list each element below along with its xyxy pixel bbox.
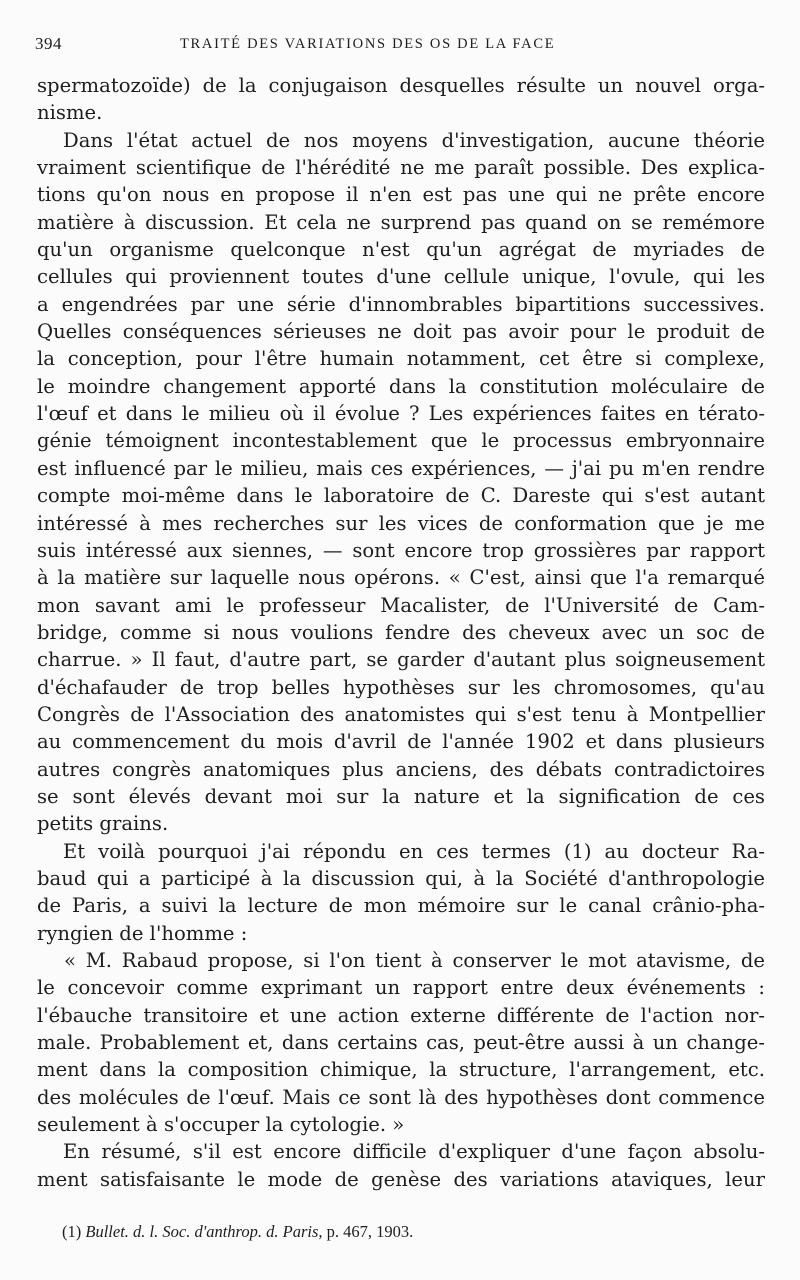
text-line: d'échafauder de trop belles hypothèses sur les chromosomes, qu'au: [37, 675, 765, 699]
text-line: qu'un organisme quelconque n'est qu'un agrégat de myriades de: [37, 238, 765, 262]
text-line: cellules qui proviennent toutes d'une cellule unique, l'ovule, qui les: [37, 265, 765, 289]
quotation-line: le concevoir comme exprimant un rapport entre deux événements :: [37, 976, 765, 1000]
text-line: ment satisfaisante le mode de genèse des variations ataviques, leur: [37, 1167, 765, 1191]
text-line: se sont élevés devant moi sur la nature et la signification de ces: [37, 784, 765, 808]
text-line: bridge, comme si nous voulions fendre des cheveux avec un soc de: [37, 620, 765, 644]
text-line: l'œuf et dans le milieu où il évolue ? Les expériences faites en térato-: [37, 402, 765, 426]
quotation-line: male. Probablement et, dans certains cas, peut-être aussi à un change-: [37, 1031, 765, 1055]
paragraph-first-line: Dans l'état actuel de nos moyens d'investigation, aucune théorie: [63, 128, 765, 152]
footnote: [62, 1222, 413, 1242]
running-title: TRAITÉ DES VARIATIONS DES OS DE LA FACE: [180, 36, 556, 52]
text-line: autres congrès anatomiques plus anciens, des débats contradictoires: [37, 757, 765, 781]
text-line: spermatozoïde) de la conjugaison desquelles résulte un nouvel orga-: [37, 74, 765, 97]
text-line: le moindre changement apporté dans la constitution moléculaire de: [37, 374, 765, 398]
text-line: mon savant ami le professeur Macalister, de l'Université de Cam-: [37, 593, 765, 617]
text-line: vraiment scientifique de l'hérédité ne me paraît possible. Des explica-: [37, 156, 765, 180]
text-line: nisme.: [37, 101, 103, 125]
text-line: est influencé par le milieu, mais ces expériences, — j'ai pu m'en rendre: [37, 456, 765, 480]
text-line: Quelles conséquences sérieuses ne doit pas avoir pour le produit de: [37, 320, 765, 344]
text-line: intéressé à mes recherches sur les vices de conformation que je me: [37, 511, 765, 535]
body-text: [37, 72, 765, 1193]
text-line: tions qu'on nous en propose il n'en est pas une qui ne prête encore: [37, 183, 765, 207]
text-line: la conception, pour l'être humain notamment, cet être si complexe,: [37, 347, 765, 371]
text-line: Congrès de l'Association des anatomistes qui s'est tenu à Montpellier: [37, 702, 765, 726]
quotation-line: seulement à s'occuper la cytologie. »: [37, 1113, 405, 1137]
quotation-line: des molécules de l'œuf. Mais ce sont là des hypothèses dont commence: [37, 1085, 765, 1109]
text-line: baud qui a participé à la discussion qui, à la Société d'anthropologie: [37, 866, 765, 890]
text-line: au commencement du mois d'avril de l'année 1902 et dans plusieurs: [37, 730, 765, 754]
paragraph-first-line: Et voilà pourquoi j'ai répondu en ces termes (1) au docteur Ra-: [63, 839, 765, 863]
paragraph-first-line: En résumé, s'il est encore difficile d'expliquer d'une façon absolu-: [63, 1140, 765, 1164]
footnote-citation-rest: p. 467, 1903.: [326, 1222, 414, 1241]
page-number: 394: [35, 34, 62, 53]
quotation-line: l'ébauche transitoire et une action externe différente de l'action nor-: [37, 1003, 765, 1027]
quotation-line: ment dans la composition chimique, la structure, l'arrangement, etc.: [37, 1058, 765, 1082]
text-line: génie témoignent incontestablement que le processus embryonnaire: [37, 429, 765, 453]
text-line: suis intéressé aux siennes, — sont encore trop grossières par rapport: [37, 538, 765, 562]
text-line: de Paris, a suivi la lecture de mon mémoire sur le canal crânio-pha-: [37, 894, 765, 918]
text-line: matière à discussion. Et cela ne surprend pas quand on se remémore: [37, 210, 765, 234]
footnote-citation-italic: Bullet. d. l. Soc. d'anthrop. d. Paris,: [85, 1222, 323, 1241]
footnote-marker: (1): [62, 1222, 82, 1241]
text-line: compte moi-même dans le laboratoire de C. Dareste qui s'est autant: [37, 484, 765, 508]
text-line: ryngien de l'homme :: [37, 921, 248, 945]
text-line: a engendrées par une série d'innombrables bipartitions successives.: [37, 292, 765, 316]
text-line: charrue. » Il faut, d'autre part, se garder d'autant plus soigneusement: [37, 648, 765, 672]
text-line: petits grains.: [37, 812, 169, 836]
text-line: à la matière sur laquelle nous opérons. « C'est, ainsi que l'a remarqué: [37, 566, 765, 590]
running-header: [35, 34, 765, 54]
quotation-first-line: « M. Rabaud propose, si l'on tient à conserver le mot atavisme, de: [64, 949, 765, 972]
